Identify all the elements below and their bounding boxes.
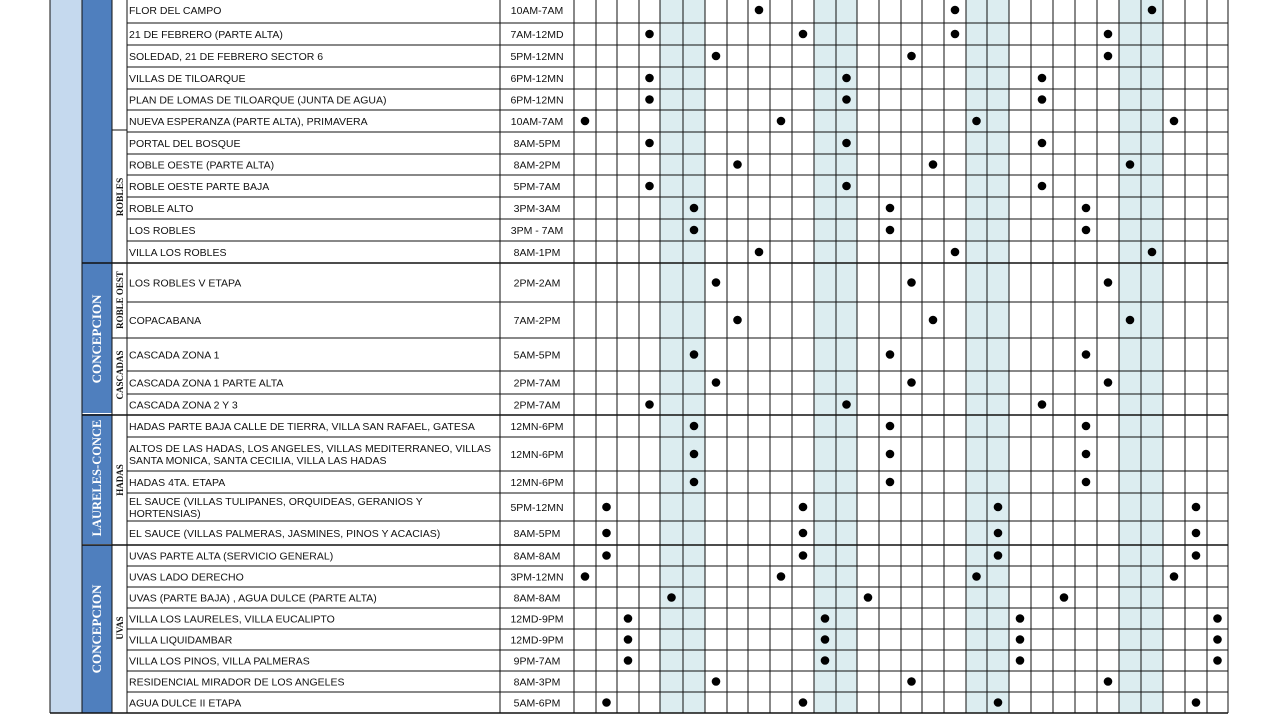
service-dot (951, 248, 960, 257)
schedule-time: 3PM-12MN (510, 571, 564, 584)
service-dot (1213, 614, 1222, 623)
schedule-time: 5PM-12MN (510, 502, 564, 514)
service-dot (1082, 450, 1091, 459)
sector-label-concepcion-bottom: CONCEPCION (89, 584, 104, 674)
service-dot (886, 478, 895, 487)
subzone-label-roble-oest: ROBLE OEST (115, 271, 125, 329)
service-dot (1192, 503, 1201, 512)
service-dot (886, 422, 895, 431)
schedule-time: 7AM-12MD (510, 29, 564, 41)
table-row (129, 477, 564, 489)
service-dot (581, 117, 590, 126)
schedule-time: 2PM-2AM (513, 277, 561, 290)
service-dot (1038, 139, 1047, 148)
schedule-time: 3PM-3AM (513, 203, 561, 215)
schedule-time: 12MN-6PM (510, 421, 564, 433)
service-dot (645, 30, 654, 39)
sector-name-line: EL SAUCE (VILLAS TULIPANES, ORQUIDEAS, GERANIOS Y (129, 496, 423, 508)
service-dot (712, 677, 721, 686)
table-row (129, 614, 564, 626)
service-dot (842, 400, 851, 409)
service-dot (667, 593, 676, 602)
table-row (129, 247, 560, 259)
service-dot (1104, 278, 1113, 287)
service-dot (907, 52, 916, 61)
schedule-time: 10AM-7AM (510, 5, 564, 17)
service-dot (821, 614, 830, 623)
service-dot (755, 248, 764, 257)
shaded-column (987, 0, 1009, 713)
service-dot (886, 226, 895, 235)
table-row (129, 116, 563, 128)
table-row (129, 5, 563, 17)
schedule-time: 8AM-8AM (513, 550, 561, 563)
sector-name-line: ALTOS DE LAS HADAS, LOS ANGELES, VILLAS MEDITERRANEO, VILLAS (129, 443, 491, 455)
sector-name: CASCADA ZONA 2 Y 3 (129, 399, 238, 412)
service-dot (690, 478, 699, 487)
service-dot (624, 614, 633, 623)
subzone-label-hadas: HADAS (115, 464, 125, 496)
service-dot (690, 350, 699, 359)
service-dot (1016, 635, 1025, 644)
service-dot (1104, 677, 1113, 686)
service-dot (755, 6, 764, 15)
service-dot (1192, 698, 1201, 707)
service-dot (602, 698, 611, 707)
service-dot (1170, 117, 1179, 126)
table-row (129, 350, 560, 362)
schedule-time: 8AM-5PM (513, 528, 561, 540)
service-dot (1104, 52, 1113, 61)
service-dot (799, 503, 808, 512)
service-dot (799, 529, 808, 538)
service-dot (842, 182, 851, 191)
service-dot (799, 30, 808, 39)
schedule-time: 8AM-5PM (513, 138, 561, 150)
service-dot (712, 378, 721, 387)
service-dot (690, 204, 699, 213)
schedule-time: 8AM-8AM (513, 592, 561, 605)
sector-name: UVAS PARTE ALTA (SERVICIO GENERAL) (129, 550, 334, 563)
service-dot (602, 503, 611, 512)
service-dot (1082, 350, 1091, 359)
shaded-column (1119, 0, 1141, 713)
shaded-column (660, 0, 683, 713)
service-dot (842, 95, 851, 104)
service-dot (712, 278, 721, 287)
service-dot (1016, 656, 1025, 665)
service-dot (645, 139, 654, 148)
schedule-time: 12MN-6PM (510, 449, 564, 461)
schedule-time: 5PM-7AM (513, 181, 561, 193)
service-dot (907, 378, 916, 387)
schedule-time: 12MN-6PM (510, 477, 564, 489)
table-row (129, 551, 560, 563)
service-dot (1082, 226, 1091, 235)
service-dot (886, 450, 895, 459)
table-row (129, 51, 564, 63)
schedule-time: 8AM-3PM (513, 676, 561, 689)
service-dot (733, 160, 742, 169)
service-dot (951, 6, 960, 15)
service-dot (645, 400, 654, 409)
table-row (129, 95, 564, 107)
service-dot (1082, 422, 1091, 431)
service-dot (994, 529, 1003, 538)
service-dot (777, 117, 786, 126)
subzone-label-robles: ROBLES (116, 177, 126, 217)
service-dot (994, 698, 1003, 707)
service-dot (602, 551, 611, 560)
sector-name: VILLA LOS LAURELES, VILLA EUCALIPTO (129, 613, 335, 626)
service-dot (1104, 30, 1113, 39)
table-row (129, 677, 560, 689)
sector-name: HADAS PARTE BAJA CALLE DE TIERRA, VILLA SAN RAFAEL, GATESA (129, 421, 475, 433)
service-dot (799, 551, 808, 560)
service-dot (733, 316, 742, 325)
service-dot (624, 635, 633, 644)
table-row (129, 29, 564, 41)
service-dot (690, 450, 699, 459)
sector-name: ROBLE OESTE (PARTE ALTA) (129, 159, 275, 172)
table-row (129, 278, 560, 290)
service-dot (1192, 551, 1201, 560)
service-dot (864, 593, 873, 602)
service-dot (972, 117, 981, 126)
service-dot (1082, 478, 1091, 487)
sector-name: VILLA LOS PINOS, VILLA PALMERAS (129, 655, 310, 668)
table-row (129, 635, 564, 647)
schedule-time: 2PM-7AM (513, 399, 561, 412)
service-dot (624, 656, 633, 665)
service-dot (821, 635, 830, 644)
schedule-time: 12MD-9PM (510, 634, 564, 647)
service-dot (1126, 316, 1135, 325)
service-dot (821, 656, 830, 665)
schedule-time: 5AM-5PM (513, 349, 561, 362)
service-dot (1126, 160, 1135, 169)
shaded-column (966, 0, 987, 713)
table-row (129, 225, 563, 237)
schedule-time: 8AM-1PM (513, 247, 561, 259)
service-dot (690, 226, 699, 235)
table-row (129, 443, 564, 467)
schedule-time: 8AM-2PM (513, 159, 561, 172)
service-dot (951, 30, 960, 39)
sector-name: PLAN DE LOMAS DE TILOARQUE (JUNTA DE AGUA) (129, 94, 387, 107)
sector-name: NUEVA ESPERANZA (PARTE ALTA), PRIMAVERA (129, 116, 368, 128)
sector-name: UVAS (PARTE BAJA) , AGUA DULCE (PARTE ALTA) (129, 592, 377, 605)
sector-name: LOS ROBLES V ETAPA (129, 277, 242, 290)
schedule-time: 6PM-12MN (510, 94, 564, 107)
service-dot (777, 572, 786, 581)
table-row (129, 572, 564, 584)
schedule-time: 6PM-12MN (510, 73, 564, 85)
service-dot (994, 551, 1003, 560)
schedule-time: 2PM-7AM (513, 377, 561, 390)
table-row (129, 315, 560, 327)
sector-name: EL SAUCE (VILLAS PALMERAS, JASMINES, PINOS Y ACACIAS) (129, 528, 441, 540)
table-row (129, 138, 560, 150)
table-grid (50, 0, 1228, 713)
sector-name: 21 DE FEBRERO (PARTE ALTA) (129, 29, 283, 41)
table-row (129, 698, 560, 710)
sector-name: FLOR DEL CAMPO (129, 5, 222, 17)
service-dot (581, 572, 590, 581)
service-dot (907, 278, 916, 287)
sector-name-line: HORTENSIAS) (129, 508, 201, 520)
table-row (129, 160, 560, 172)
table-row (129, 593, 560, 605)
sector-name: CASCADA ZONA 1 (129, 349, 220, 362)
service-dot (1038, 400, 1047, 409)
service-dot (972, 572, 981, 581)
shaded-column (836, 0, 857, 713)
table-row (129, 656, 560, 668)
service-dot (1170, 572, 1179, 581)
service-dot (799, 698, 808, 707)
service-dot (994, 503, 1003, 512)
sector-name: HADAS 4TA. ETAPA (129, 477, 226, 489)
sector-name: ROBLE ALTO (129, 203, 194, 215)
schedule-time: 9PM-7AM (513, 655, 561, 668)
service-dot (929, 316, 938, 325)
service-dot (1060, 593, 1069, 602)
table-row (129, 203, 560, 215)
service-dot (1038, 95, 1047, 104)
sector-name: VILLAS DE TILOARQUE (129, 73, 246, 85)
table-row (129, 400, 560, 412)
shaded-column (814, 0, 836, 713)
schedule-time: 3PM - 7AM (510, 225, 564, 237)
service-dot (886, 350, 895, 359)
service-dot (690, 422, 699, 431)
table-row (129, 528, 560, 540)
service-dot (1192, 529, 1201, 538)
table-row (129, 181, 560, 193)
service-dot (1148, 6, 1157, 15)
service-dot (602, 529, 611, 538)
sector-name: RESIDENCIAL MIRADOR DE LOS ANGELES (129, 676, 345, 689)
schedule-time: 10AM-7AM (510, 116, 564, 128)
service-dot (907, 677, 916, 686)
outer-band (50, 0, 82, 713)
service-dot (1213, 635, 1222, 644)
service-dot (1082, 204, 1091, 213)
sector-label-concepcion-top: CONCEPCION (89, 294, 104, 384)
table-row (129, 73, 564, 85)
service-dot (1038, 182, 1047, 191)
service-dot (645, 74, 654, 83)
service-dot (1038, 74, 1047, 83)
service-dot (1016, 614, 1025, 623)
service-dot (712, 52, 721, 61)
sector-name: VILLA LOS ROBLES (129, 247, 227, 259)
sector-name: VILLA LIQUIDAMBAR (129, 634, 233, 647)
sector-name: UVAS LADO DERECHO (129, 571, 244, 584)
sector-name: COPACABANA (129, 315, 202, 327)
service-dot (645, 182, 654, 191)
schedule-time: 12MD-9PM (510, 613, 564, 626)
schedule-time: 5AM-6PM (513, 697, 561, 710)
service-dot (842, 139, 851, 148)
sector-name: CASCADA ZONA 1 PARTE ALTA (129, 377, 284, 390)
service-dot (1148, 248, 1157, 257)
service-dot (1213, 656, 1222, 665)
subzone-label-cascadas: CASCADAS (115, 350, 125, 400)
sector-name: LOS ROBLES (129, 225, 196, 237)
sector-name: AGUA DULCE II ETAPA (129, 697, 242, 710)
schedule-time: 5PM-12MN (510, 51, 564, 63)
service-dot (886, 204, 895, 213)
table-rows (129, 5, 564, 710)
table-row (129, 378, 560, 390)
shaded-column (1141, 0, 1163, 713)
service-dot (1104, 378, 1113, 387)
sector-name: SOLEDAD, 21 DE FEBRERO SECTOR 6 (129, 51, 324, 63)
subzone-label-uvas: UVAS (115, 616, 125, 640)
sector-name: PORTAL DEL BOSQUE (129, 138, 241, 150)
service-dot (842, 74, 851, 83)
sector-name-line: SANTA MONICA, SANTA CECILIA, VILLA LAS HADAS (129, 455, 387, 467)
sector-label-laureles: LAURELES-CONCE (90, 419, 104, 537)
sector-name: ROBLE OESTE PARTE BAJA (129, 181, 270, 193)
schedule-time: 7AM-2PM (513, 315, 561, 327)
table-row (129, 496, 564, 520)
service-dot (645, 95, 654, 104)
table-row (129, 421, 564, 433)
service-dot (929, 160, 938, 169)
